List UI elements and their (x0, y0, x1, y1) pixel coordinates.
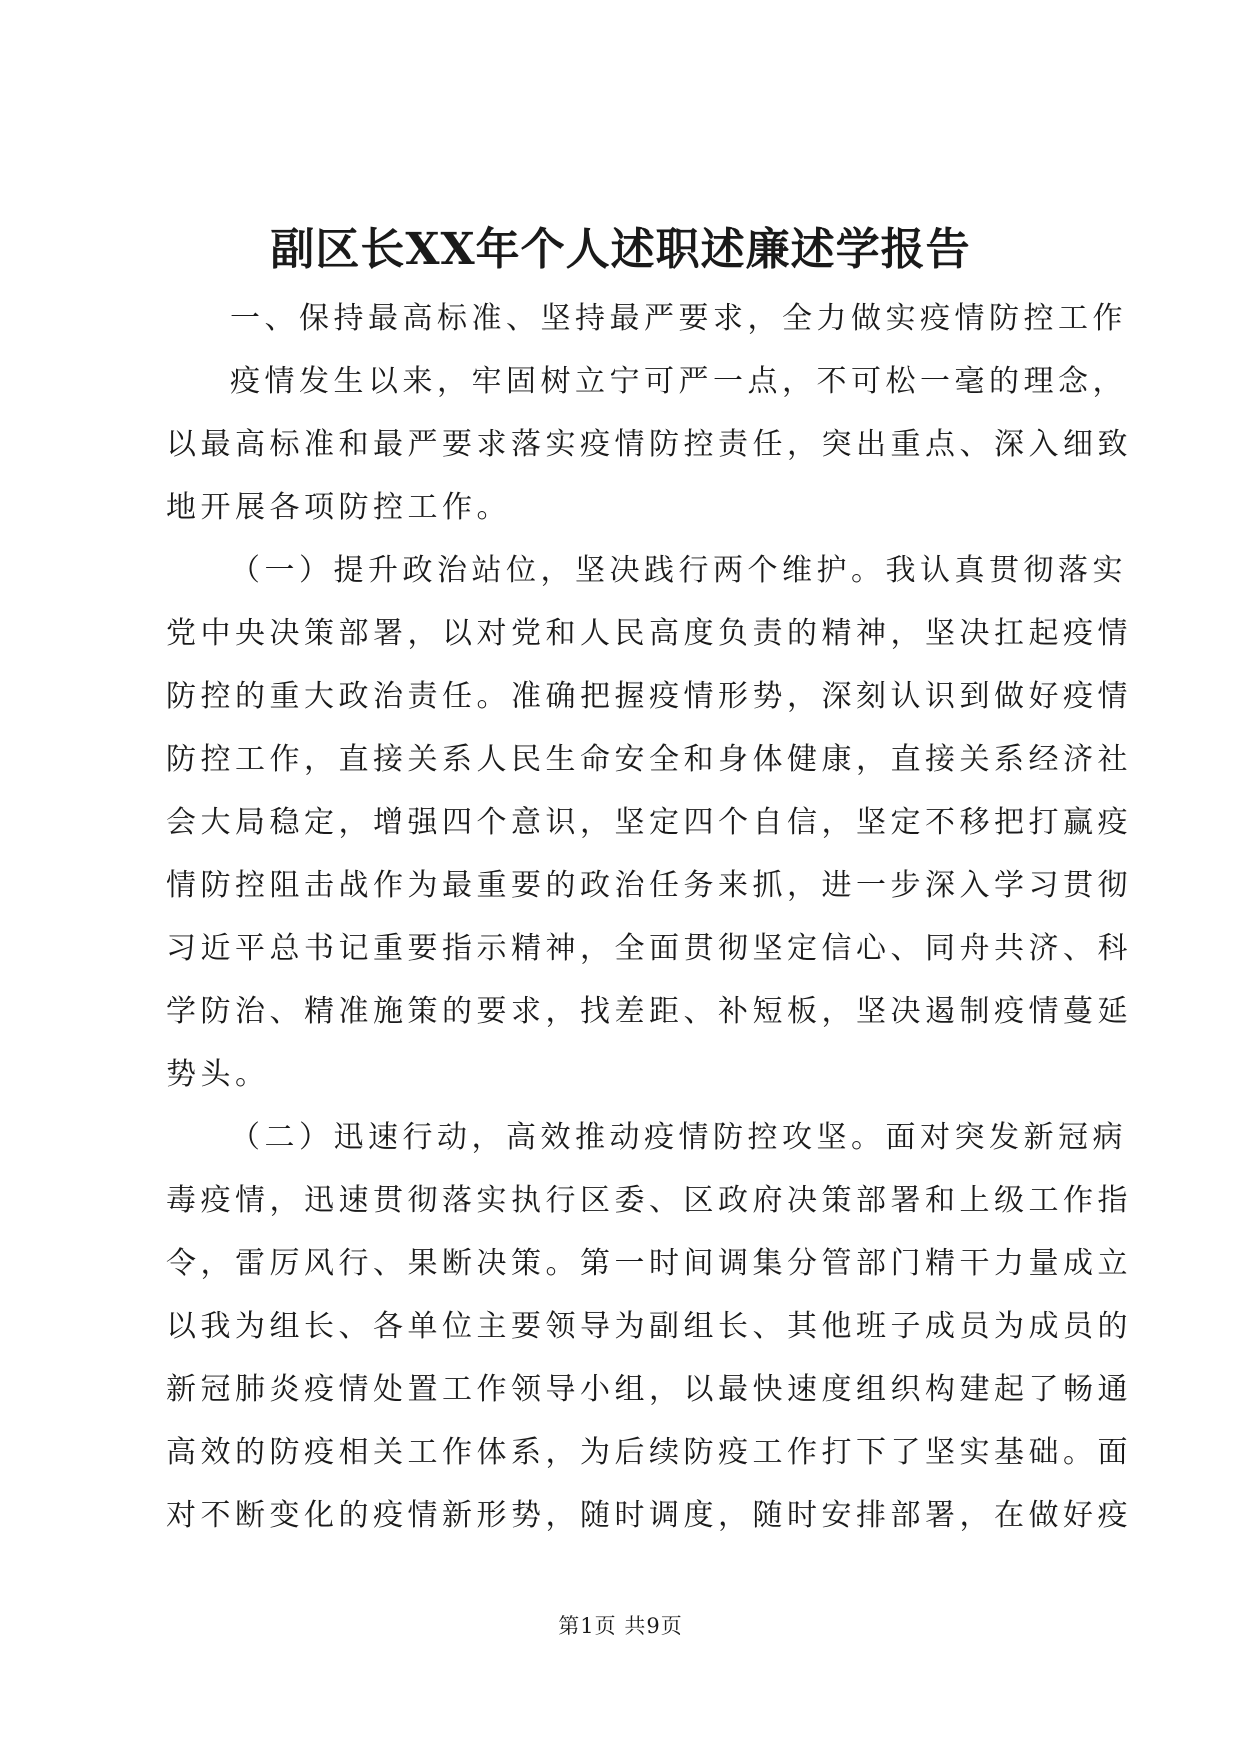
paragraph-line: 令，雷厉风行、果断决策。第一时间调集分管部门精干力量成立 (166, 1246, 1132, 1281)
paragraph-line: 疫情发生以来，牢固树立宁可严一点，不可松一毫的理念， (230, 364, 1127, 399)
paragraph-line: 势头。 (166, 1057, 270, 1092)
paragraph-line: 高效的防疫相关工作体系，为后续防疫工作打下了坚实基础。面 (166, 1435, 1132, 1470)
section-heading: 一、保持最高标准、坚持最严要求，全力做实疫情防控工作 (230, 301, 1127, 336)
paragraph-line: 防控的重大政治责任。准确把握疫情形势，深刻认识到做好疫情 (166, 679, 1132, 714)
page-number: 第1页 共9页 (558, 1614, 683, 1638)
paragraph-line: 以最高标准和最严要求落实疫情防控责任，突出重点、深入细致 (166, 427, 1132, 462)
paragraph-line: 情防控阻击战作为最重要的政治任务来抓，进一步深入学习贯彻 (166, 868, 1132, 903)
document-body (166, 287, 1132, 1547)
paragraph-line: 新冠肺炎疫情处置工作领导小组，以最快速度组织构建起了畅通 (166, 1372, 1132, 1407)
paragraph-line: 对不断变化的疫情新形势，随时调度，随时安排部署，在做好疫 (166, 1498, 1132, 1533)
paragraph-line: 以我为组长、各单位主要领导为副组长、其他班子成员为成员的 (166, 1309, 1132, 1344)
paragraph-line: 党中央决策部署，以对党和人民高度负责的精神，坚决扛起疫情 (166, 616, 1132, 651)
document-title: 副区长XX年个人述职述廉述学报告 (270, 224, 971, 275)
paragraph-line: 防控工作，直接关系人民生命安全和身体健康，直接关系经济社 (166, 742, 1132, 777)
paragraph-line: 学防治、精准施策的要求，找差距、补短板，坚决遏制疫情蔓延 (166, 994, 1132, 1029)
paragraph-line: 毒疫情，迅速贯彻落实执行区委、区政府决策部署和上级工作指 (166, 1183, 1132, 1218)
paragraph-line: 会大局稳定，增强四个意识，坚定四个自信，坚定不移把打赢疫 (166, 805, 1132, 840)
paragraph-line: 地开展各项防控工作。 (166, 490, 511, 525)
paragraph-line: （二）迅速行动，高效推动疫情防控攻坚。面对突发新冠病 (230, 1120, 1127, 1155)
paragraph-line: 习近平总书记重要指示精神，全面贯彻坚定信心、同舟共济、科 (166, 931, 1132, 966)
paragraph-line: （一）提升政治站位，坚决践行两个维护。我认真贯彻落实 (230, 553, 1127, 588)
